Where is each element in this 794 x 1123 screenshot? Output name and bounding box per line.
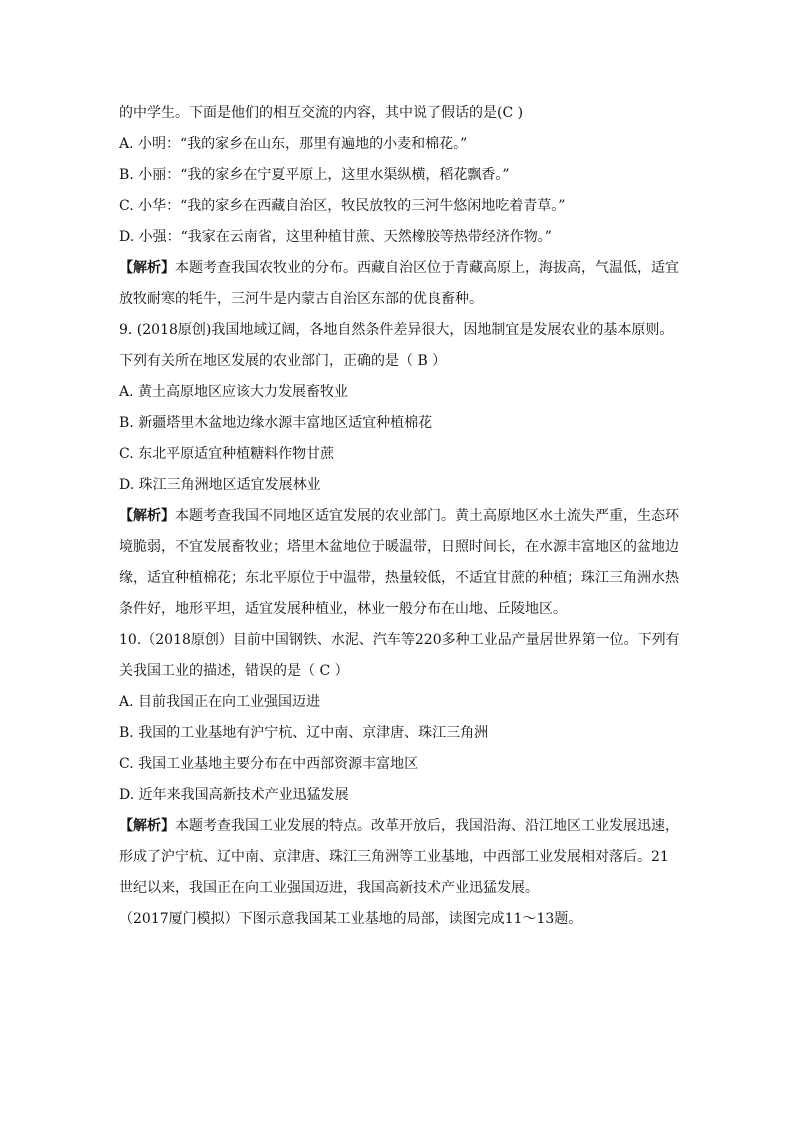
line-text: 世纪以来，我国正在向工业强国迈进，我国高新技术产业迅猛发展。 — [119, 880, 539, 896]
line-text: 本题考查我国农牧业的分布。西藏自治区位于青藏高原上，海拔高，气温低，适宜 — [175, 260, 679, 276]
line-text: D. 珠江三角洲地区适宜发展林业 — [119, 477, 321, 493]
text-line — [119, 782, 679, 813]
text-line — [119, 565, 679, 596]
text-line — [119, 131, 679, 162]
text-line — [119, 472, 679, 503]
text-line — [119, 596, 679, 627]
text-line — [119, 162, 679, 193]
line-text: A. 小明：“我的家乡在山东，那里有遍地的小麦和棉花。” — [119, 136, 468, 152]
text-line — [119, 193, 679, 224]
text-line — [119, 627, 679, 658]
analysis-line — [119, 255, 679, 286]
text-line — [119, 844, 679, 875]
text-line — [119, 720, 679, 751]
line-text: C. 东北平原适宜种植糖料作物甘蔗 — [119, 446, 335, 462]
line-text: 9. (2018原创)我国地域辽阔，各地自然条件差异很大，因地制宜是发展农业的基本原则。 — [119, 322, 674, 338]
text-line — [119, 286, 679, 317]
line-text: C. 小华：“我的家乡在西藏自治区，牧民放牧的三河牛悠闲地吃着青草。” — [119, 198, 566, 214]
text-line — [119, 410, 679, 441]
line-text: B. 我国的工业基地有沪宁杭、辽中南、京津唐、珠江三角洲 — [119, 725, 489, 741]
text-line — [119, 441, 679, 472]
analysis-line — [119, 503, 679, 534]
line-text: D. 近年来我国高新技术产业迅猛发展 — [119, 787, 349, 803]
line-text: D. 小强：“我家在云南省，这里种植甘蔗、天然橡胶等热带经济作物。” — [119, 229, 552, 245]
text-line — [119, 224, 679, 255]
line-text: 10.（2018原创）目前中国钢铁、水泥、汽车等220多种工业品产量居世界第一位。下列有 — [119, 632, 680, 648]
line-text: 的中学生。下面是他们的相互交流的内容，其中说了假话的是(C ) — [119, 105, 524, 121]
analysis-tag: 【解析】 — [119, 818, 175, 834]
text-line — [119, 875, 679, 906]
analysis-tag: 【解析】 — [119, 260, 175, 276]
line-text: （2017厦门模拟）下图示意我国某工业基地的局部，读图完成11～13题。 — [119, 911, 583, 927]
line-text: 关我国工业的描述，错误的是（ C ） — [119, 663, 349, 679]
analysis-line — [119, 813, 679, 844]
line-text: A. 黄土高原地区应该大力发展畜牧业 — [119, 384, 349, 400]
text-line — [119, 751, 679, 782]
analysis-tag: 【解析】 — [119, 508, 175, 524]
line-text: 本题考查我国工业发展的特点。改革开放后，我国沿海、沿江地区工业发展迅速， — [175, 818, 679, 834]
text-line — [119, 658, 679, 689]
line-text: 缘，适宜种植棉花；东北平原位于中温带，热量较低，不适宜甘蔗的种植；珠江三角洲水热 — [119, 570, 679, 586]
line-text: 本题考查我国不同地区适宜发展的农业部门。黄土高原地区水土流失严重，生态环 — [175, 508, 679, 524]
text-line — [119, 906, 679, 937]
line-text: 形成了沪宁杭、辽中南、京津唐、珠江三角洲等工业基地，中西部工业发展相对落后。21 — [119, 849, 669, 865]
line-text: B. 小丽：“我的家乡在宁夏平原上，这里水渠纵横，稻花飘香。” — [119, 167, 510, 183]
text-line — [119, 689, 679, 720]
line-text: 条件好，地形平坦，适宜发展种植业，林业一般分布在山地、丘陵地区。 — [119, 601, 567, 617]
text-line — [119, 379, 679, 410]
line-text: A. 目前我国正在向工业强国迈进 — [119, 694, 321, 710]
line-text: B. 新疆塔里木盆地边缘水源丰富地区适宜种植棉花 — [119, 415, 433, 431]
line-text: 境脆弱，不宜发展畜牧业；塔里木盆地位于暖温带，日照时间长，在水源丰富地区的盆地边 — [119, 539, 679, 555]
text-line — [119, 534, 679, 565]
line-text: 下列有关所在地区发展的农业部门，正确的是（ B ） — [119, 353, 447, 369]
text-line — [119, 100, 679, 131]
text-line — [119, 317, 679, 348]
document-body — [119, 100, 679, 937]
line-text: C. 我国工业基地主要分布在中西部资源丰富地区 — [119, 756, 419, 772]
text-line — [119, 348, 679, 379]
line-text: 放牧耐寒的牦牛，三河牛是内蒙古自治区东部的优良畜种。 — [119, 291, 483, 307]
